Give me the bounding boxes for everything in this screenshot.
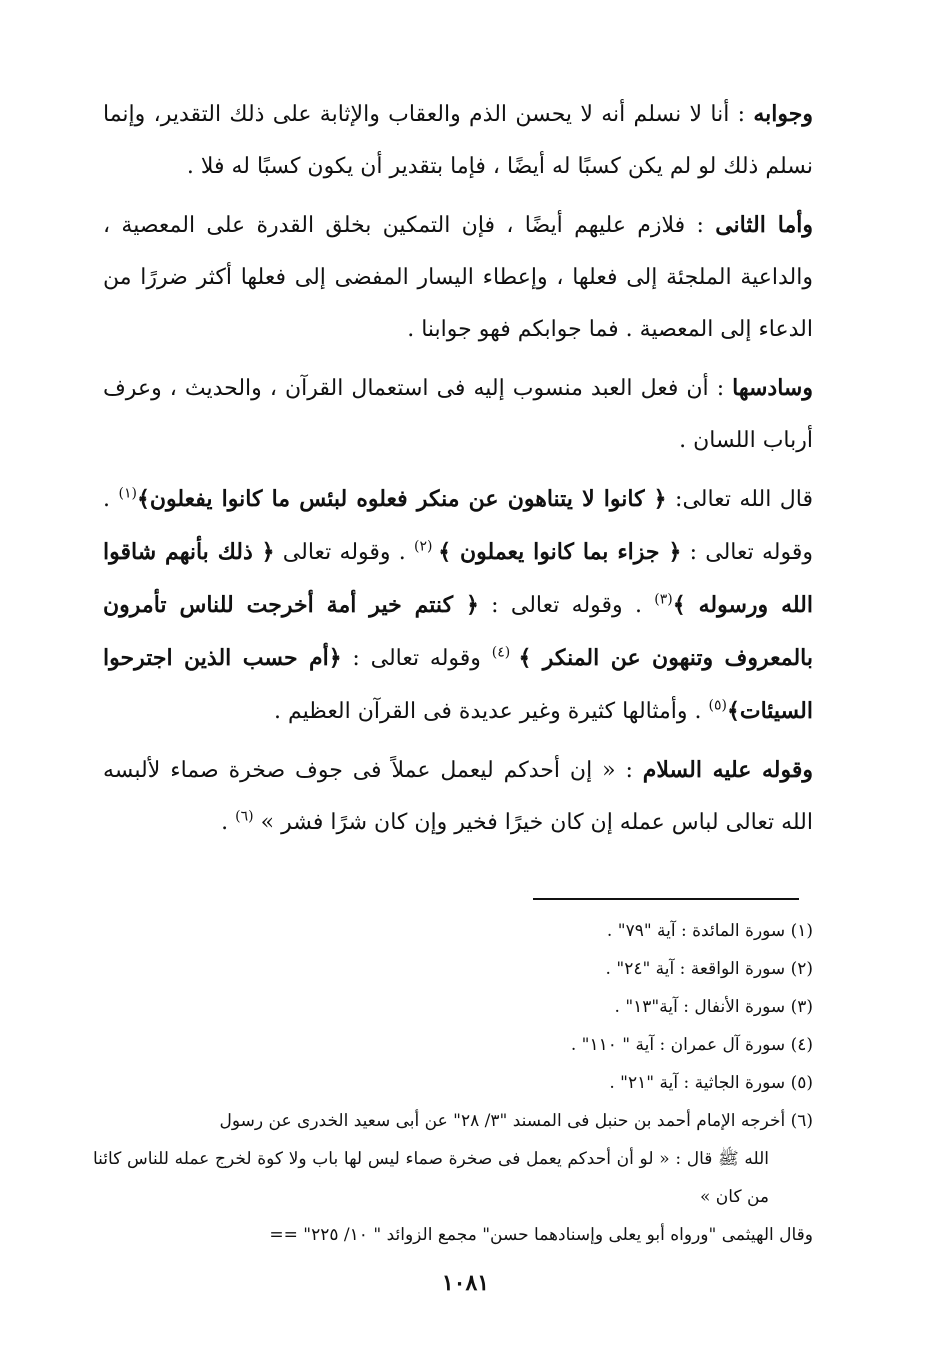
paragraph-text: : فلازم عليهم أيضًا ، فإن التمكين بخلق القدرة على المعصية ، والداعية الملجئة إلى فعلها ، وإعطاء اليسار المفضى إلى فعلها أكثر ضررًا من الدعاء إلى المعصية . فما جوابكم فهو جوابنا .: [103, 213, 813, 342]
footnote-ref: (٢): [414, 538, 439, 555]
quran-verse: ﴿ جزاء بما كانوا يعملون ﴾: [438, 539, 682, 565]
paragraph-text: : أنا لا نسلم أنه لا يحسن الذم والعقاب والإثابة على ذلك التقدير، وإنما نسلم ذلك لو لم يكن كسبًا له أيضًا ، فإما بتقدير أن يكون كسبًا له فلا .: [103, 102, 813, 179]
quran-verse: ﴿ كنتم خير أمة أخرجت للناس تأمرون بالمعروف وتنهون عن المنكر ﴾: [103, 592, 813, 671]
footnote-ref: (٣): [654, 591, 673, 608]
paragraph-text: : « إن أحدكم ليعمل عملاً فى جوف صخرة صماء لألبسه الله تعالى لباس عمله إن كان خيرًا فخير وإن كان شرًا فشر »: [103, 758, 813, 835]
footnote-ref: (١): [118, 485, 137, 502]
paragraph-lead: وجوابه: [753, 101, 813, 127]
paragraph-text: . وقوله تعالى :: [103, 487, 813, 565]
paragraph-second: [103, 199, 813, 356]
paragraph-text: وقوله تعالى :: [341, 646, 492, 671]
paragraph-lead: وسادسها: [732, 375, 813, 401]
paragraph-quran-verses: [103, 473, 813, 738]
paragraph-hadith: [103, 744, 813, 849]
footnote-5: (٥) سورة الجاثية : آية "٢١" .: [609, 1073, 813, 1093]
paragraph-text: : أن فعل العبد منسوب إليه فى استعمال القرآن ، والحديث ، وعرف أرباب اللسان .: [103, 376, 813, 453]
paragraph-answer: [103, 88, 813, 193]
paragraph-text: قال الله تعالى:: [666, 487, 813, 512]
quran-verse: ﴿ ذلك بأنهم شاقوا الله ورسوله ﴾: [103, 539, 813, 618]
footnote-ref: (٤): [491, 644, 519, 661]
footnote-ref: (٥): [708, 697, 727, 714]
footnote-3: (٣) سورة الأنفال : آية"١٣" .: [614, 997, 813, 1017]
page-number: ١٠٨١: [441, 1270, 490, 1296]
footnote-divider: [533, 898, 799, 900]
footnote-1: (١) سورة المائدة : آية "٧٩" .: [606, 921, 813, 941]
footnote-ref: (٦): [235, 808, 254, 825]
footnote-4: (٤) سورة آل عمران : آية " ١١٠" .: [570, 1035, 813, 1055]
paragraph-sixth: [103, 362, 813, 467]
footnote-6-source: وقال الهيثمى "ورواه أبو يعلى وإسنادهما حسن" مجمع الزوائد " ١٠/ ٢٢٥" ==: [269, 1225, 813, 1245]
paragraph-text: . وقوله تعالى :: [478, 593, 655, 618]
paragraph-lead: وقوله عليه السلام: [642, 757, 813, 783]
paragraph-lead: وأما الثانى: [715, 212, 814, 238]
quran-verse: ﴿ كانوا لا يتناهون عن منكر فعلوه لبئس ما كانوا يفعلون﴾: [136, 486, 667, 512]
footnote-6-continuation: الله ﷺ قال : « لو أن أحدكم يعمل فى صخرة صماء ليس لها باب ولا كوة لخرج عمله للناس كائنا من كان »: [93, 1149, 769, 1207]
quran-verse: ﴿أم حسب الذين اجترحوا السيئات﴾: [103, 645, 813, 724]
paragraph-text: . وأمثالها كثيرة وغير عديدة فى القرآن العظيم .: [274, 699, 709, 724]
main-text: [103, 88, 813, 855]
footnotes: [93, 912, 813, 1254]
paragraph-text: . وقوله تعالى: [274, 540, 415, 565]
footnote-2: (٢) سورة الواقعة : آية "٢٤" .: [605, 959, 813, 979]
paragraph-text: .: [221, 810, 236, 835]
footnote-6: (٦) أخرجه الإمام أحمد بن حنبل فى المسند "٣/ ٢٨" عن أبى سعيد الخدرى عن رسول: [219, 1111, 813, 1131]
